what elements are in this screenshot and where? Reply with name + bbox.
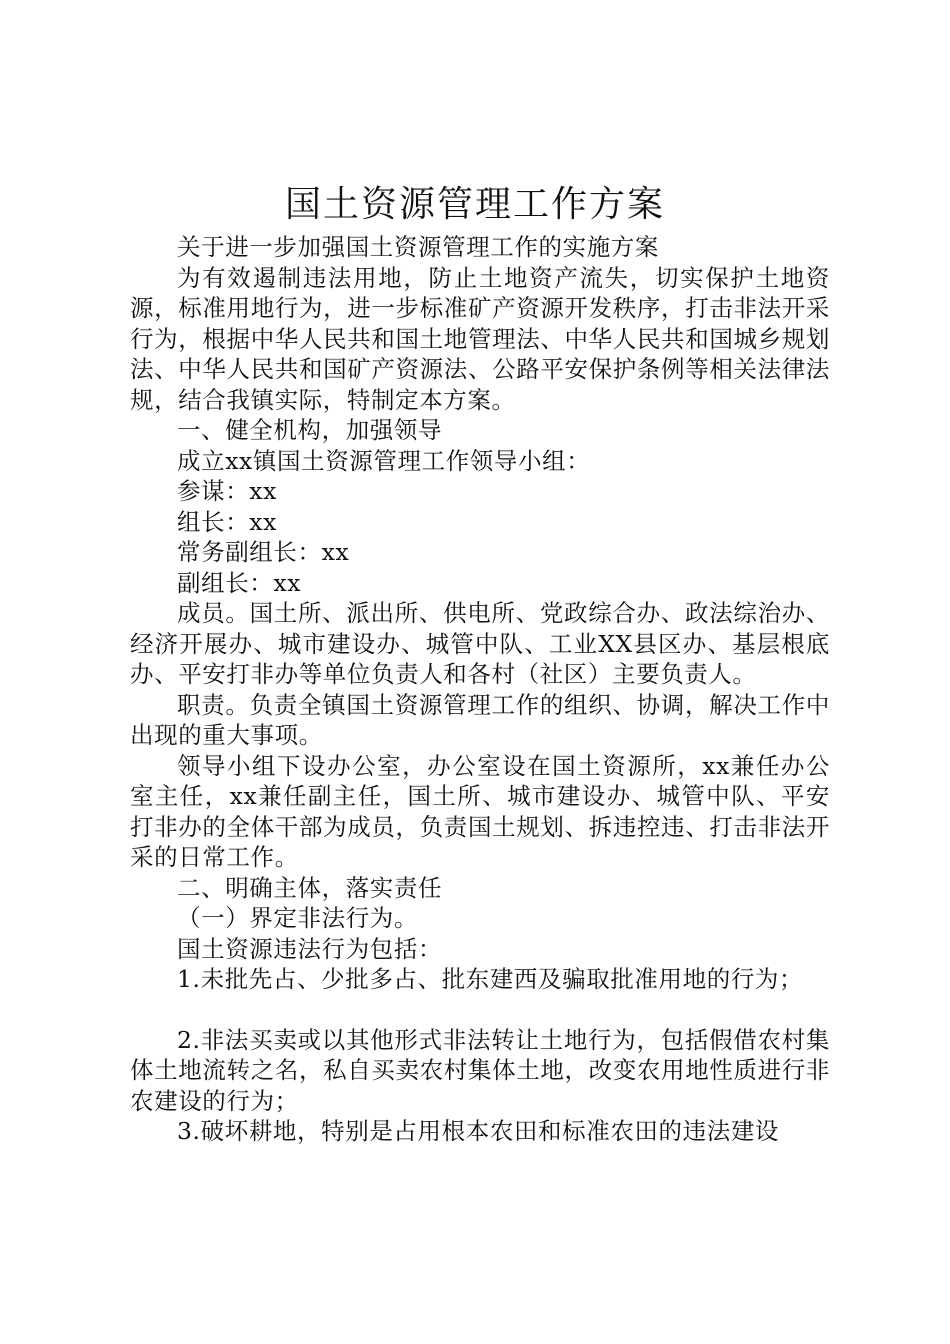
paragraph-leader: 组长：xx	[177, 507, 278, 536]
section-heading-1: 一、健全机构，加强领导	[177, 416, 443, 444]
paragraph-deputy: 副组长：xx	[177, 568, 302, 597]
paragraph-office: 领导小组下设办公室，办公室设在国土资源所，xx兼任办公室主任，xx兼任副主任，国土所、城市建设办、城管中队、平安打非办的全体干部为成员，负责国土规划、拆违控违、打击非法开采的日常工作。	[130, 751, 830, 871]
document-body	[130, 232, 830, 1147]
paragraph-subtitle: 关于进一步加强国土资源管理工作的实施方案	[177, 233, 659, 261]
subsection-heading-1: （一）界定非法行为。	[177, 904, 418, 932]
paragraph-duties: 职责。负责全镇国土资源管理工作的组织、协调，解决工作中出现的重大事项。	[130, 690, 830, 749]
list-item-2: 2.非法买卖或以其他形式非法转让土地行为，包括假借农村集体土地流转之名，私自买卖农村集体土地，改变农用地性质进行非农建设的行为；	[130, 1025, 830, 1115]
paragraph-advisor: 参谋：xx	[177, 477, 278, 505]
section-heading-2: 二、明确主体，落实责任	[177, 873, 443, 902]
list-item-3: 3.破坏耕地，特别是占用根本农田和标准农田的违法建设	[177, 1117, 780, 1145]
paragraph-purpose: 为有效遏制违法用地，防止土地资产流失，切实保护土地资源，标准用地行为，进一步标准矿产资源开发秩序，打击非法开采行为，根据中华人民共和国土地管理法、中华人民共和国城乡规划法、中华人民共和国矿产资源法、公路平安保护条例等相关法律法规，结合我镇实际，特制定本方案。	[130, 263, 830, 414]
document-title: 国土资源管理工作方案	[284, 184, 665, 225]
paragraph-group-established: 成立xx镇国土资源管理工作领导小组：	[177, 446, 591, 475]
paragraph-executive-deputy: 常务副组长：xx	[177, 538, 350, 566]
paragraph-violations-intro: 国土资源违法行为包括：	[177, 934, 443, 963]
paragraph-members: 成员。国土所、派出所、供电所、党政综合办、政法综治办、经济开展办、城市建设办、城管中队、工业XX县区办、基层根底办、平安打非办等单位负责人和各村（社区）主要负责人。	[130, 599, 830, 688]
blank-line	[130, 995, 830, 1025]
list-item-1: 1.未批先占、少批多占、批东建西及骗取批准用地的行为；	[177, 965, 804, 993]
